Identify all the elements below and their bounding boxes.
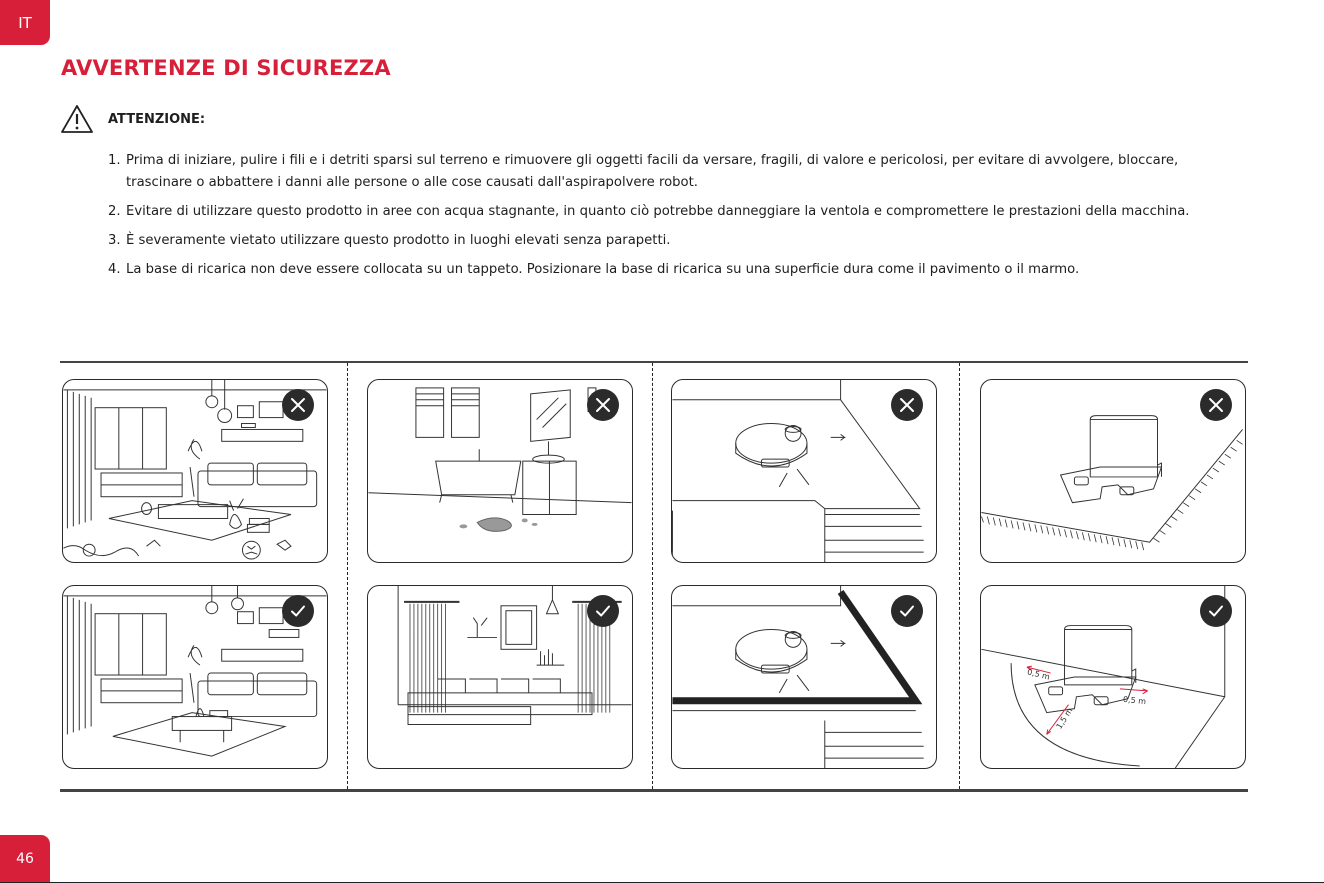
warning-label: ATTENZIONE: bbox=[108, 111, 206, 127]
correct-icon bbox=[587, 595, 619, 627]
correct-icon bbox=[282, 595, 314, 627]
clearance-right-label: 0,5 m bbox=[1122, 694, 1147, 707]
list-item bbox=[108, 259, 1248, 281]
illustration-tidy-living-room bbox=[62, 585, 328, 769]
illustration-cluttered-living-room bbox=[62, 379, 328, 563]
clearance-front-label: 1,5 m bbox=[1054, 706, 1075, 731]
incorrect-icon bbox=[587, 389, 619, 421]
column-divider bbox=[347, 363, 348, 789]
column-divider bbox=[652, 363, 653, 789]
item-number: 1. bbox=[108, 153, 121, 168]
item-text: Prima di iniziare, pulire i fili e i detriti sparsi sul terreno e rimuovere gli oggetti facili da versare, fragili, di valore e pericolosi, per evitare di avvolgere, bloccare, trascinare o abbattere i danni alle persone o alle cose causati dall'aspirapolvere robot. bbox=[126, 153, 1179, 190]
item-number: 2. bbox=[108, 204, 121, 219]
column-divider bbox=[959, 363, 960, 789]
incorrect-icon bbox=[1200, 389, 1232, 421]
warning-triangle-icon bbox=[60, 104, 94, 134]
warning-header bbox=[60, 104, 205, 134]
incorrect-icon bbox=[282, 389, 314, 421]
item-number: 3. bbox=[108, 233, 121, 248]
illustration-elevated-with-guard bbox=[671, 585, 937, 769]
item-text: Evitare di utilizzare questo prodotto in aree con acqua stagnante, in quanto ciò potrebbe danneggiare la ventola e compromettere le prestazioni della macchina. bbox=[126, 204, 1190, 219]
grid-top-rule bbox=[60, 361, 1248, 363]
illustration-base-on-carpet bbox=[980, 379, 1246, 563]
language-tab: IT bbox=[0, 0, 50, 45]
list-item bbox=[108, 150, 1248, 194]
item-text: La base di ricarica non deve essere collocata su un tappeto. Posizionare la base di ricarica su una superficie dura come il pavimento o il marmo. bbox=[126, 262, 1080, 277]
incorrect-icon bbox=[891, 389, 923, 421]
page-title: AVVERTENZE DI SICUREZZA bbox=[61, 56, 391, 80]
item-number: 4. bbox=[108, 262, 121, 277]
safety-list bbox=[108, 150, 1248, 288]
correct-icon bbox=[1200, 595, 1232, 627]
illustration-elevated-no-guard bbox=[671, 379, 937, 563]
illustration-wet-bathroom bbox=[367, 379, 633, 563]
item-text: È severamente vietato utilizzare questo prodotto in luoghi elevati senza parapetti. bbox=[126, 233, 671, 248]
grid-bottom-rule bbox=[60, 789, 1248, 792]
list-item bbox=[108, 201, 1248, 223]
list-item bbox=[108, 230, 1248, 252]
illustration-dry-room bbox=[367, 585, 633, 769]
page-number: 46 bbox=[0, 835, 50, 883]
clearance-left-label: 0,5 m bbox=[1026, 667, 1051, 682]
illustration-base-clearance bbox=[980, 585, 1246, 769]
correct-icon bbox=[891, 595, 923, 627]
